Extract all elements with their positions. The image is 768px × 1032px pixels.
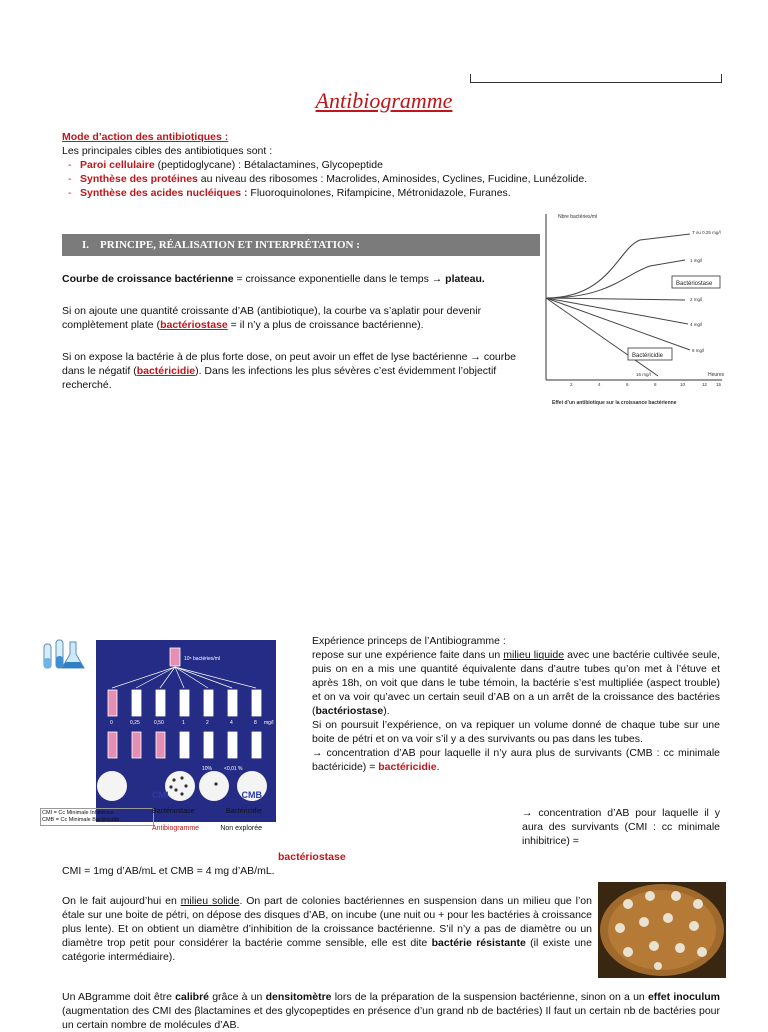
abbrev-legend [40,808,154,826]
solid-medium-paragraph [62,894,592,964]
page-title: Antibiogramme [315,88,453,113]
text: → concentration d’AB pour laquelle il n’y aura plus de survivants (CMB : cc minimale bactéricide) = [312,747,720,773]
curve-label: 8 mg/l [692,348,705,353]
text: . On part de colonies bactériennes en suspension dans un milieu que l’on étale sur une boite de pétri, on dépose des disques d’AB, on incube (une nuit ou + pour les bactéries à croissance plus lente). Et on obtient un diamètre d’inhibition de la croissance bactérienne. S’il n’y a pas de diamètre ou un diamètre trop petit pour considérer la bactérie comme sensible, elle est dite [62,895,592,949]
x-tick-label: 6 [626,382,629,387]
figure-caption: Effet d’un antibiotique sur la croissance bactérienne [552,400,677,406]
text: Si on expose la bactérie à de plus forte dose, on peut avoir un effet de lyse bactérienne → courbe dans le négatif ( [62,351,516,377]
concentration-label: 8 [254,720,257,726]
tube [156,690,165,716]
term: bactéricidie [378,761,437,773]
curve-4mg [546,298,688,324]
mode-intro: Les principales cibles des antibiotiques sont : [62,145,273,157]
text: lors de la préparation de la suspension bactérienne, sinon on a un [331,991,648,1003]
curve-label: T ou 0.25 mg/l [692,230,721,235]
growth-curve-figure [540,208,730,408]
bactericidie-label: Bactéricidie [225,808,262,815]
antibiogramme-label: Antibiogramme [152,825,200,832]
curve-label: 16 mg/l [636,372,651,377]
x-axis-label: Heures [708,372,725,378]
section-header [62,234,540,256]
cmb-label: CMB [241,790,262,800]
term: calibré [175,991,210,1003]
list-item-text: (peptidoglycane) : Bétalactamines, Glycopeptide [154,159,383,171]
concentration-label: 1 [182,720,185,726]
term: bactériostase [160,319,228,331]
petri-dish [97,771,127,801]
term: bactéricidie [136,365,196,377]
list-item-text: Fluoroquinolones, Rifampicine, Métronidazole, Furanes. [247,187,511,199]
term: densitomètre [265,991,332,1003]
paragraph-bactericidie [62,350,532,392]
term: Courbe de croissance bactérienne [62,273,234,285]
list-item [62,172,662,186]
legend-line: CMB = Cc Minimale Bactéricide [42,817,120,823]
term: effet inoculum [647,991,720,1003]
petri-dish-photo [598,882,726,978]
term: milieu liquide [503,649,565,661]
percent-label: <0,01 % [224,766,243,772]
curve-8mg [546,298,690,350]
concentration-label: 2 [206,720,209,726]
text: On le fait aujourd’hui en [62,895,181,907]
term: milieu solide [180,895,240,907]
concentration-label: 0 [110,720,113,726]
list-item-key: Paroi cellulaire [80,159,155,171]
non-exploree-label: Non explorée [220,825,262,832]
target-list [62,158,662,200]
source-tube [170,648,180,666]
text: grâce à un [209,991,266,1003]
list-item-key: Synthèse des protéines [80,173,198,185]
text: (augmentation des CMI des βlactamines et des glycopeptides en présence d’un grand nb de bactéries) Il faut un certain nb de bactéries pour un certain nombre de molécules d’AB. [62,1005,720,1031]
x-tick-label: 15 [716,382,722,387]
text: ). Dans les infections les plus sévères c’est évidemment l’objectif recherché. [62,365,497,391]
section-title: PRINCIPE, RÉALISATION ET INTERPRÉTATION : [100,239,360,251]
list-item [62,186,662,200]
curve-1mg [546,260,685,298]
text: = croissance exponentielle dans le temps → [233,273,446,285]
y-axis-label: Nbre bactéries/ml [558,214,598,220]
lab-glassware-icon [40,638,88,672]
mode-heading: Mode d’action des antibiotiques : [62,131,229,143]
experience-paragraph: Expérience princeps de l’Antibiogramme : repose sur une expérience faite dans un milieu liquide avec une bactérie cultivée seule, puis on en a mis une quantité équivalente dans d’autre tubes qu’on met à l’étuve et après 18h, on voit que dans le tube témoin, la bactérie s’est multipliée (aspect trouble) et on va voir qu’avec un certain seuil d’AB on a un arrêt de la croissance des bactéries (bactériostase). Si on poursuit l’expérience, on va repiquer un volume donné de chaque tube sur une boite de pétri et on va voir s’il y a des survivants ou pas dans les tubes. → concentration d’AB pour laquelle il n’y aura plus de survivants (CMB : cc minimale bactéricide) = bactéricidie. [312,635,721,773]
tube [108,690,117,716]
cmi-cmb-labels [152,790,262,832]
concentration-label: 0,50 [154,720,164,726]
unit-label: mg/l [264,720,274,726]
text: Un ABgramme doit être [62,991,176,1003]
experience-heading: Expérience princeps de l’Antibiogramme : [312,635,506,647]
tube [204,690,213,716]
bacteriostase-term: bactériostase [278,851,346,863]
percent-label: 10% [202,766,213,772]
text: repose sur une expérience faite dans un [312,649,504,661]
curve-control [546,234,690,298]
cmi-label: CMI [152,790,169,800]
cmi-values: CMI = 1mg d’AB/mL et CMB = 4 mg d’AB/mL. [62,865,275,877]
experience-cmi-text: → concentration d’AB pour laquelle il y aura des survivants (CMI : cc minimale inhibitrice) = [522,807,720,847]
x-tick-label: 4 [598,382,601,387]
term: bactérie résistante [431,937,526,949]
curve-label: 1 mg/l [690,258,703,263]
term: plateau. [445,273,485,285]
x-tick-label: 10 [680,382,686,387]
text: (il existe une catégorie intermédiaire). [62,937,592,963]
section-number: I. [82,239,90,251]
curve-label: 4 mg/l [690,322,703,327]
bacteriostase-box-label: Bactériostase [676,281,713,287]
x-tick-label: 2 [570,382,573,387]
curve-label: 2 mg/l [690,297,703,302]
bacteriostase-label: Bactériostase [152,808,195,815]
list-item [62,158,662,172]
mode-action-block [62,130,662,200]
calibration-paragraph [62,990,720,1032]
curve-2mg [546,298,685,300]
list-item-text: au niveau des ribosomes : Macrolides, Aminosides, Cyclines, Fucidine, Lunézolide. [197,173,588,185]
tube [252,690,261,716]
legend-line: CMI = Cc Minimale Inhibitrice [42,810,114,816]
text: = il n’y a plus de croissance bactérienne). [227,319,424,331]
text: Si on poursuit l’expérience, on va repiquer un volume donné de chaque tube sur une boite de pétri et on va voir s’il y a des survivants ou pas dans les tubes. [312,719,720,745]
tube [228,690,237,716]
list-item-key: Synthèse des acides nucléiques : [80,187,248,199]
paragraph-bacteriostase [62,304,532,332]
x-tick-label: 12 [702,382,708,387]
text: Si on ajoute une quantité croissante d’AB (antibiotique), la courbe va s’aplatir pour devenir complètement plate ( [62,305,482,331]
x-tick-label: 8 [654,382,657,387]
tube [180,690,189,716]
paragraph-growth [62,272,532,286]
concentration-label: 4 [230,720,233,726]
source-label: 10⁵ bactéries/ml [184,656,220,662]
tube [132,690,141,716]
curve-16mg [546,298,658,376]
concentration-label: 0,25 [130,720,140,726]
text: avec une bactérie cultivée seule, puis on en a mis une quantité équivalente dans d’autre tubes qu’on met à l’étuve et après 18h, on voit que dans le tube témoin, la bactérie s’est multipliée (aspect trouble) et on va voir qu’avec un certain seuil d’AB on a un arrêt de la croissance des bactéries ( [312,649,721,717]
bactericidie-box-label: Bactéricidie [632,353,664,359]
text: ). [383,705,390,717]
header-rule [470,74,722,83]
term: bactériostase [315,705,384,717]
